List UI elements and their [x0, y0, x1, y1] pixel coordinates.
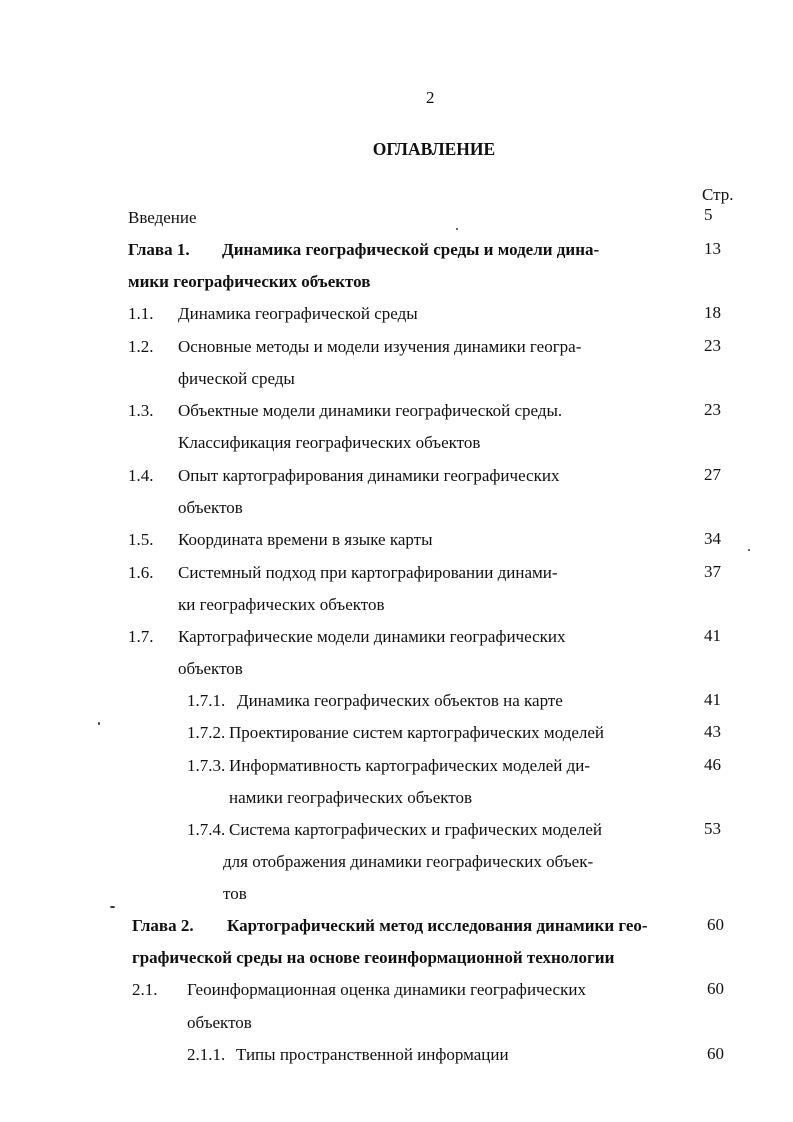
- scan-speck: [110, 906, 115, 908]
- entry-number: 1.7.4.: [187, 820, 226, 839]
- entry-title: Типы пространственной информации: [236, 1045, 509, 1064]
- entry-title: Динамика географической среды и модели дина-: [222, 240, 600, 259]
- entry-number: 1.2.: [128, 337, 154, 356]
- entry-page: 5: [704, 205, 713, 224]
- entry-page: 27: [704, 465, 721, 484]
- entry-page: 53: [704, 819, 721, 838]
- scan-speck: [98, 722, 100, 725]
- entry-number: 1.7.: [128, 627, 154, 646]
- page-title: ОГЛАВЛЕНИЕ: [372, 139, 496, 159]
- entry-page: 43: [704, 722, 721, 741]
- entry-number: 1.6.: [128, 563, 154, 582]
- entry-number: Глава 2.: [132, 916, 194, 935]
- entry-page: 37: [704, 562, 721, 581]
- entry-page: 60: [707, 979, 724, 998]
- entry-title: Динамика географических объектов на карте: [237, 691, 563, 710]
- entry-number: 2.1.1.: [187, 1045, 226, 1064]
- page-column-header: Стр.: [702, 185, 734, 204]
- entry-title-cont-2: тов: [223, 884, 247, 903]
- entry-title-cont: Классификация географических объектов: [178, 433, 481, 452]
- entry-title: Картографические модели динамики географических: [178, 627, 566, 646]
- entry-number: 1.7.2.: [187, 723, 226, 742]
- entry-number: 1.4.: [128, 466, 154, 485]
- entry-page: 60: [707, 915, 724, 934]
- entry-page: 23: [704, 336, 721, 355]
- entry-title-cont: мики географических объектов: [128, 272, 371, 291]
- entry-title-cont: для отображения динамики географических объек-: [223, 852, 594, 871]
- entry-title-cont: объектов: [178, 498, 243, 517]
- entry-number: 1.5.: [128, 530, 154, 549]
- entry-number: 1.7.1.: [187, 691, 226, 710]
- entry-number: Глава 1.: [128, 240, 190, 259]
- entry-title: Геоинформационная оценка динамики географических: [187, 980, 586, 999]
- entry-title: Основные методы и модели изучения динамики геогра-: [178, 337, 582, 356]
- entry-title: Система картографических и графических моделей: [229, 820, 602, 839]
- entry-number: 1.7.3.: [187, 756, 226, 775]
- entry-title: Динамика географической среды: [178, 304, 418, 323]
- entry-number: 1.3.: [128, 401, 154, 420]
- page-number: 2: [426, 88, 435, 107]
- entry-title: Введение: [128, 208, 197, 227]
- entry-page: 46: [704, 755, 721, 774]
- entry-title: Информативность картографических моделей ди-: [229, 756, 591, 775]
- entry-title-cont: намики географических объектов: [229, 788, 473, 807]
- entry-title-cont: объектов: [187, 1013, 252, 1032]
- entry-page: 41: [704, 626, 721, 645]
- entry-page: 60: [707, 1044, 724, 1063]
- entry-title: Объектные модели динамики географической среды.: [178, 401, 563, 420]
- entry-number: 1.1.: [128, 304, 154, 323]
- entry-title: Системный подход при картографировании динами-: [178, 563, 558, 582]
- entry-title-cont: ки географических объектов: [178, 595, 385, 614]
- entry-title-cont: фической среды: [178, 369, 295, 388]
- entry-title-cont: объектов: [178, 659, 243, 678]
- entry-page: 34: [704, 529, 721, 548]
- entry-title: Координата времени в языке карты: [178, 530, 433, 549]
- entry-page: 23: [704, 400, 721, 419]
- entry-page: 13: [704, 239, 721, 258]
- entry-number: 2.1.: [132, 980, 158, 999]
- entry-title: Опыт картографирования динамики географических: [178, 466, 560, 485]
- entry-page: 41: [704, 690, 721, 709]
- entry-title: Проектирование систем картографических моделей: [229, 723, 605, 742]
- scan-speck: [748, 549, 750, 551]
- scan-speck: [456, 228, 458, 230]
- entry-title-cont: графической среды на основе геоинформационной технологии: [132, 948, 615, 967]
- entry-page: 18: [704, 303, 721, 322]
- entry-title: Картографический метод исследования динамики гео-: [227, 916, 648, 935]
